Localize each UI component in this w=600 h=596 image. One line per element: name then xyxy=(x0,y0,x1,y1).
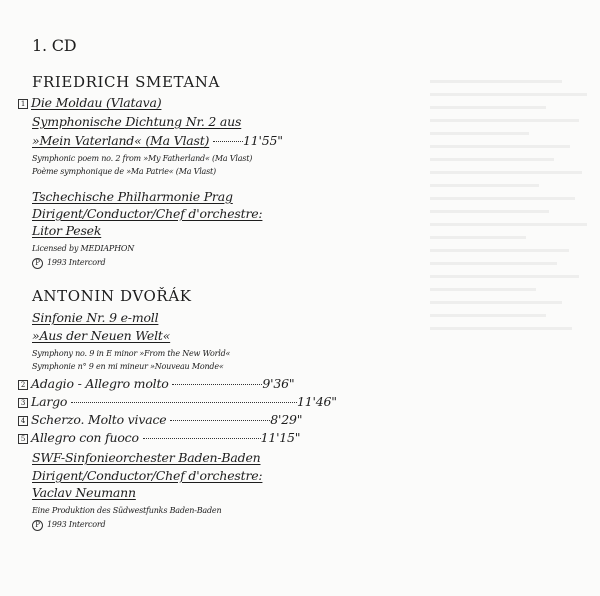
movement-title: Scherzo. Molto vivace xyxy=(31,412,167,427)
movement-duration: 11'46" xyxy=(297,394,337,409)
work-1-english-title: Symphonic poem no. 2 from »My Fatherland« (Ma Vlast) xyxy=(32,154,253,163)
work-2-french-title: Symphonie n° 9 en mi mineur »Nouveau Monde« xyxy=(32,362,224,371)
track-number-box: 5 xyxy=(18,434,28,444)
dot-leader xyxy=(213,141,243,142)
work-1-conductor-label: Dirigent/Conductor/Chef d'orchestre: xyxy=(32,206,263,221)
work-2-english-title: Symphony no. 9 in E minor »From the New World« xyxy=(32,349,231,358)
work-1-subtitle: Symphonische Dichtung Nr. 2 aus xyxy=(32,114,242,129)
work-2-conductor-label: Dirigent/Conductor/Chef d'orchestre: xyxy=(32,468,263,483)
movement-3 xyxy=(18,412,302,427)
track-number-box: 3 xyxy=(18,398,28,408)
dot-leader xyxy=(172,384,262,385)
track-1-duration: 11'55" xyxy=(243,133,283,148)
dot-leader xyxy=(71,402,297,403)
track-number-box: 2 xyxy=(18,380,28,390)
dot-leader xyxy=(170,420,270,421)
work-1-license: Licensed by MEDIAPHON xyxy=(32,244,135,253)
movement-4 xyxy=(18,430,300,445)
disc-label: 1. CD xyxy=(32,36,77,55)
dot-leader xyxy=(143,438,261,439)
work-1-orchestra: Tschechische Philharmonie Prag xyxy=(32,189,233,204)
track-number-box: 4 xyxy=(18,416,28,426)
work-2-orchestra: SWF-Sinfonieorchester Baden-Baden xyxy=(32,450,261,465)
phonogram-icon: P xyxy=(32,258,43,269)
work-1-copyright: P 1993 Intercord xyxy=(32,258,105,269)
movement-2 xyxy=(18,394,337,409)
movement-duration: 8'29" xyxy=(270,412,303,427)
work-2-copyright: P 1993 Intercord xyxy=(32,520,105,531)
bleed-through-text xyxy=(430,70,595,540)
work-1-conductor: Litor Pesek xyxy=(32,223,102,238)
track-number-box: 1 xyxy=(18,99,28,109)
work-1-french-title: Poème symphonique de »Ma Patrie« (Ma Vlast) xyxy=(32,167,216,176)
movement-1 xyxy=(18,376,294,391)
movement-title: Largo xyxy=(31,394,68,409)
track-1-title: 1 Die Moldau (Vlatava) xyxy=(18,95,161,110)
work-1-subtitle-line-3: »Mein Vaterland« (Ma Vlast) 11'55" xyxy=(32,133,283,148)
movement-duration: 9'36" xyxy=(262,376,295,391)
phonogram-icon: P xyxy=(32,520,43,531)
work-2-subtitle: »Aus der Neuen Welt« xyxy=(32,328,171,343)
composer-dvorak: ANTONIN DVOŘÁK xyxy=(32,287,192,305)
composer-smetana: FRIEDRICH SMETANA xyxy=(32,73,220,91)
work-2-production-note: Eine Produktion des Südwestfunks Baden-Baden xyxy=(32,506,222,515)
work-2-conductor: Vaclav Neumann xyxy=(32,485,136,500)
movement-title: Adagio - Allegro molto xyxy=(31,376,169,391)
movement-duration: 11'15" xyxy=(260,430,301,445)
movement-title: Allegro con fuoco xyxy=(31,430,139,445)
work-2-title: Sinfonie Nr. 9 e-moll xyxy=(32,310,159,325)
